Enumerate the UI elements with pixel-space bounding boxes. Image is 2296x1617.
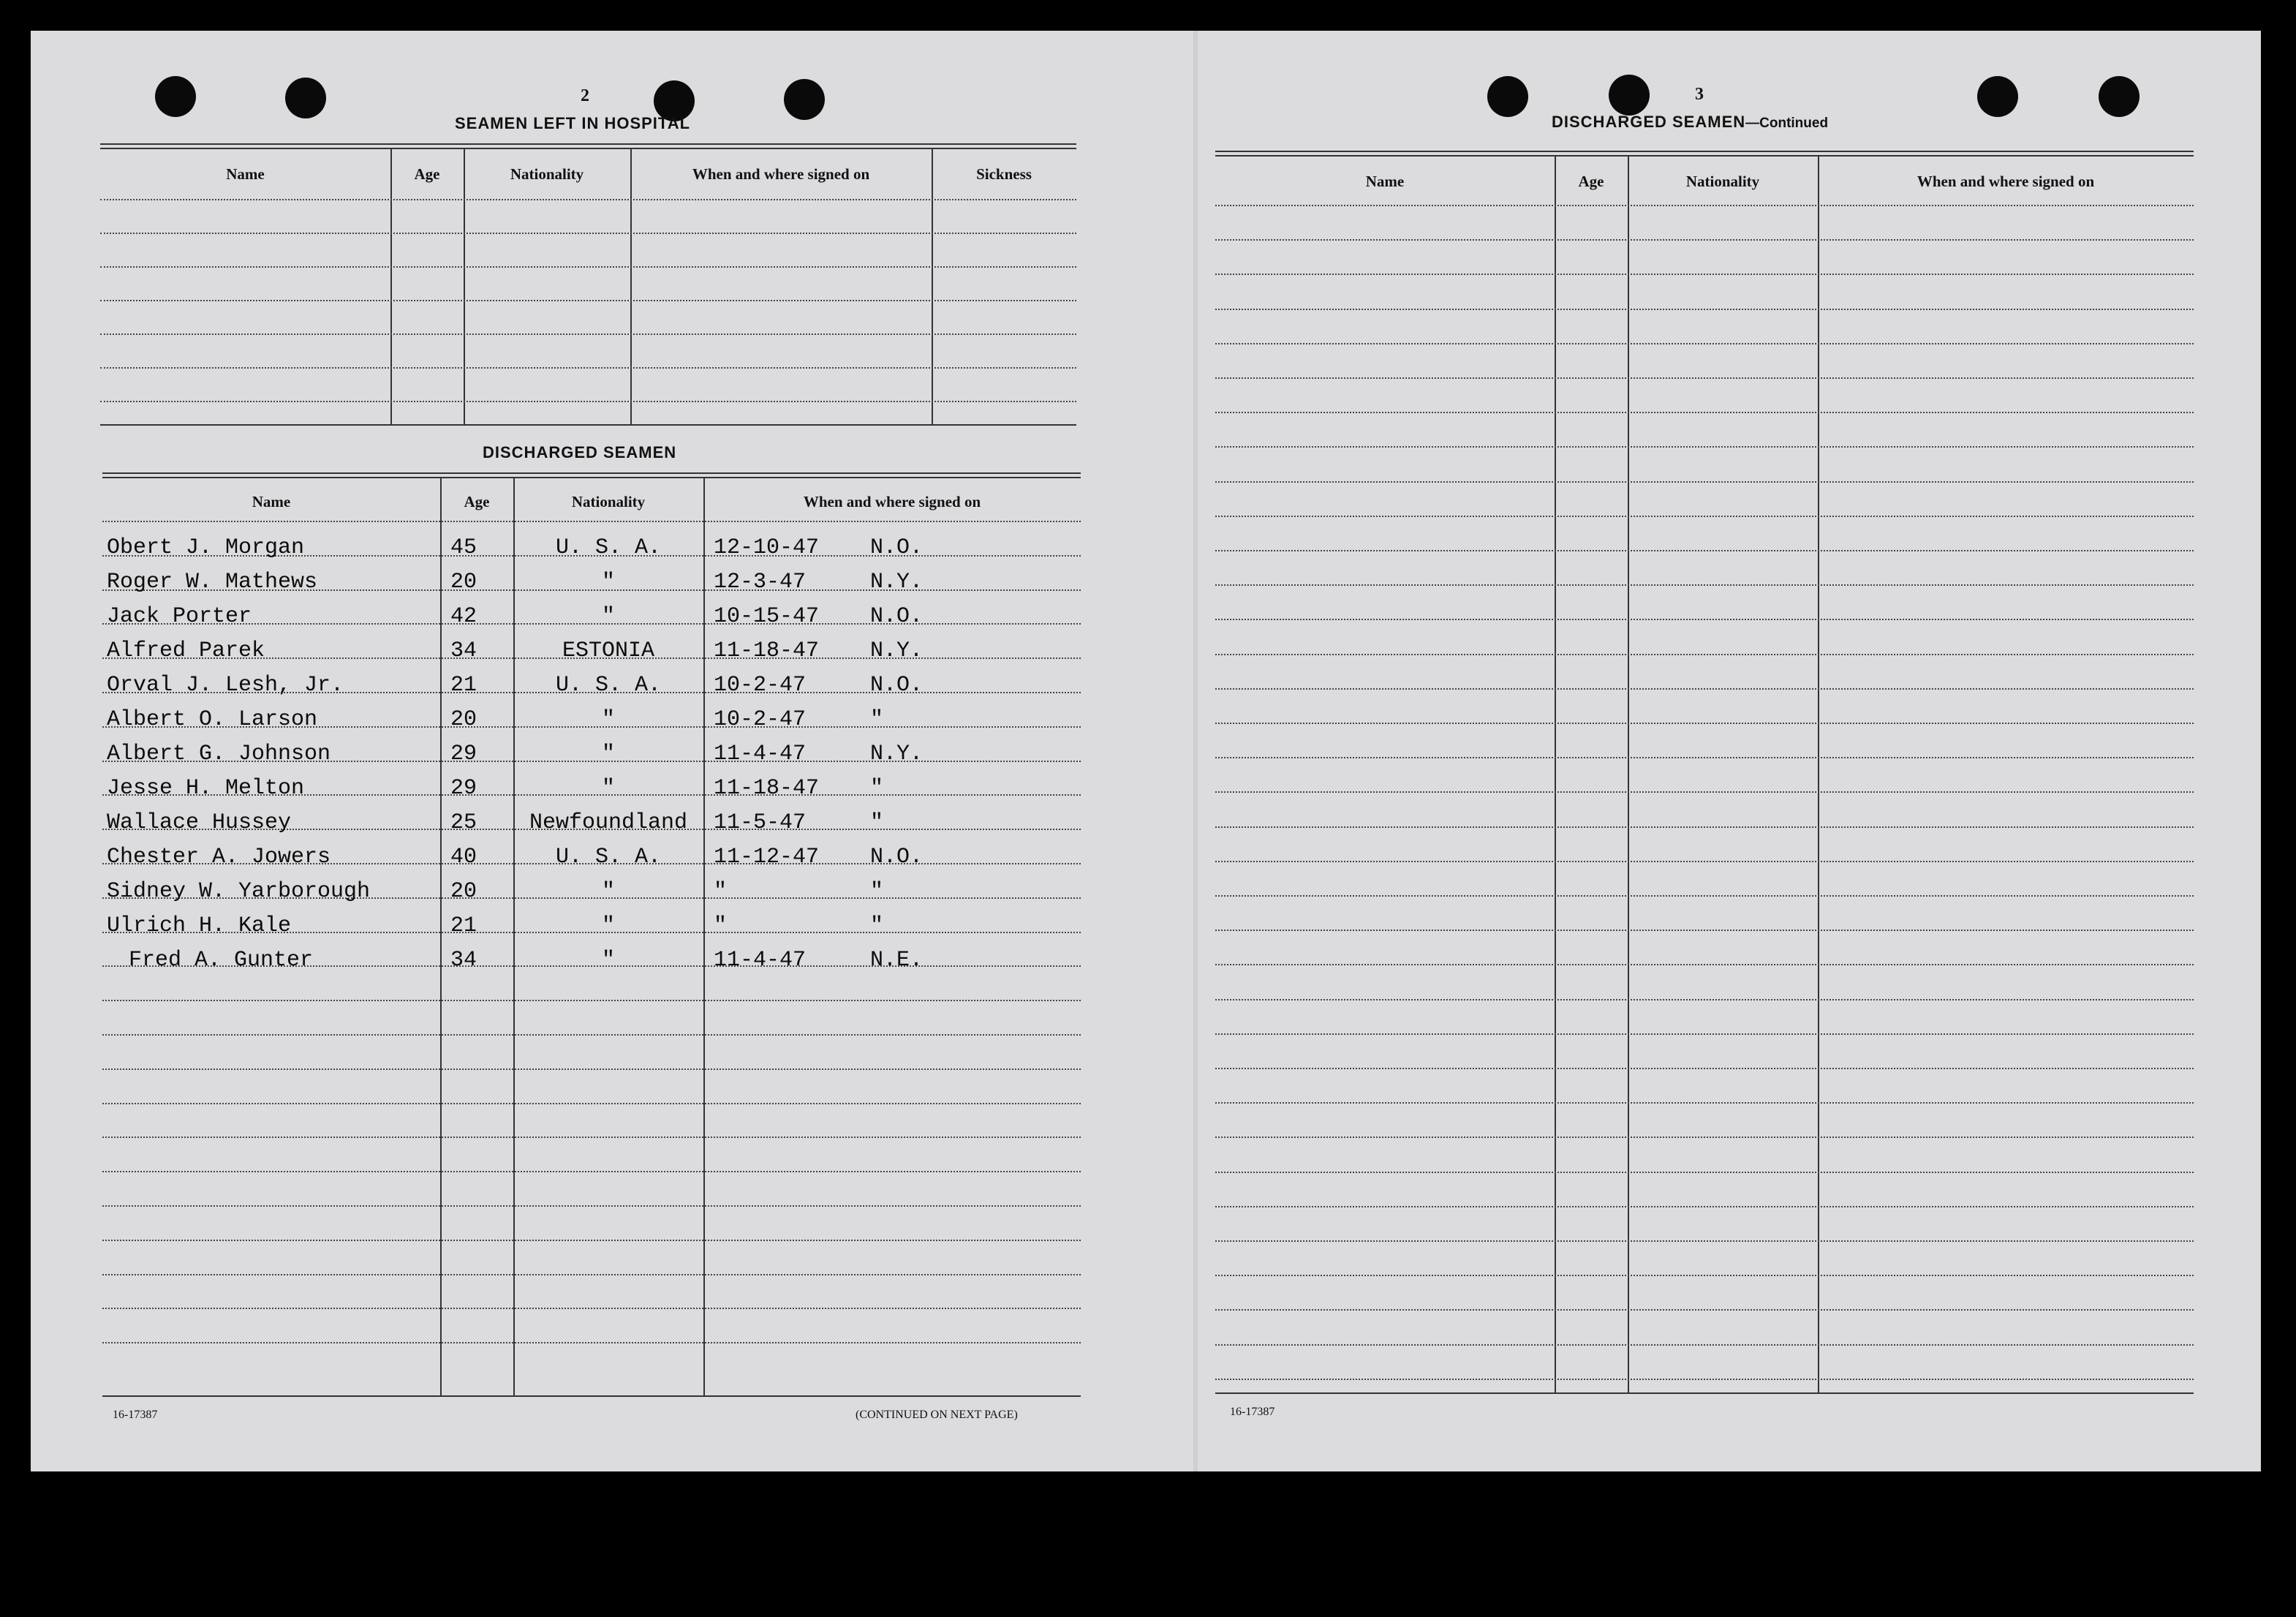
column-header: Name: [226, 165, 265, 183]
seaman-name: Fred A. Gunter: [129, 948, 314, 973]
seaman-name: Orval J. Lesh, Jr.: [107, 673, 344, 698]
continued-note: (CONTINUED ON NEXT PAGE): [856, 1409, 1018, 1421]
discharged-section-title: DISCHARGED SEAMEN: [483, 443, 677, 461]
column-divider: [932, 148, 933, 424]
signed-on-place: ": [870, 879, 884, 904]
table-top-rule: [102, 477, 1081, 478]
row-rule: [1215, 1240, 2194, 1242]
row-rule: [1215, 377, 2194, 379]
row-rule: [1215, 826, 2194, 828]
row-rule: [1215, 343, 2194, 344]
row-rule: [100, 199, 1076, 200]
row-rule: [1215, 861, 2194, 862]
seaman-age: 20: [450, 879, 477, 904]
page-fold: [1193, 31, 1198, 1471]
seaman-nationality: ": [601, 879, 615, 904]
signed-on-place: N.O.: [870, 845, 924, 870]
seaman-nationality: ESTONIA: [562, 638, 655, 663]
row-rule: [1215, 584, 2194, 586]
seaman-age: 34: [450, 638, 477, 663]
signed-on-date: 11-5-47: [714, 810, 807, 835]
row-rule: [102, 1240, 1081, 1241]
column-header: Nationality: [571, 493, 646, 510]
row-rule: [100, 233, 1076, 234]
signed-on-date: ": [714, 913, 728, 938]
seaman-name: Jack Porter: [107, 604, 252, 629]
seaman-age: 42: [450, 604, 477, 629]
right-title-main: DISCHARGED SEAMEN: [1552, 113, 1746, 131]
signed-on-place: ": [870, 810, 884, 835]
row-rule: [102, 1068, 1081, 1070]
signed-on-place: N.Y.: [870, 570, 924, 595]
seaman-nationality: Newfoundland: [529, 810, 688, 835]
signed-on-date: 11-12-47: [714, 845, 820, 870]
seaman-age: 45: [450, 535, 477, 560]
row-rule: [102, 1034, 1081, 1036]
row-rule: [1215, 1068, 2194, 1069]
column-header: Nationality: [1685, 173, 1760, 190]
right-title-suffix: —Continued: [1745, 116, 1829, 131]
seaman-age: 21: [450, 913, 477, 938]
seaman-name: Albert O. Larson: [107, 707, 318, 732]
seaman-name: Obert J. Morgan: [107, 535, 305, 560]
seaman-nationality: ": [601, 913, 615, 938]
row-rule: [1215, 481, 2194, 483]
row-rule: [100, 367, 1076, 369]
row-rule: [1215, 654, 2194, 655]
signed-on-place: N.Y.: [870, 638, 924, 663]
row-rule: [1215, 895, 2194, 897]
signed-on-date: ": [714, 879, 728, 904]
row-rule: [1215, 516, 2194, 517]
signed-on-date: 11-18-47: [714, 776, 820, 801]
punch-hole: [285, 78, 326, 118]
seaman-nationality: ": [601, 570, 615, 595]
right-section-title: [1552, 113, 1828, 132]
seaman-age: 20: [450, 707, 477, 732]
column-header: Nationality: [510, 165, 584, 183]
left-page-number: 2: [581, 86, 589, 105]
row-rule: [1215, 999, 2194, 1000]
seaman-name: Chester A. Jowers: [107, 845, 331, 870]
row-rule: [102, 1171, 1081, 1172]
row-rule: [1215, 550, 2194, 551]
row-rule: [1215, 1172, 2194, 1173]
row-rule: [102, 1274, 1081, 1275]
row-rule: [102, 1205, 1081, 1207]
table-top-rule: [100, 148, 1076, 149]
table-bottom-rule: [1215, 1392, 2194, 1394]
column-header: Name: [252, 493, 291, 510]
signed-on-date: 10-2-47: [714, 707, 807, 732]
seaman-age: 40: [450, 845, 477, 870]
seaman-nationality: U. S. A.: [555, 845, 662, 870]
seaman-name: Wallace Hussey: [107, 810, 292, 835]
column-header: Age: [414, 165, 440, 183]
table-bottom-rule: [102, 1395, 1081, 1397]
seaman-nationality: ": [601, 742, 615, 766]
seaman-age: 29: [450, 776, 477, 801]
row-rule: [1215, 723, 2194, 724]
row-rule: [1215, 619, 2194, 620]
row-rule: [102, 1103, 1081, 1104]
punch-hole: [1487, 76, 1528, 117]
row-rule: [1215, 757, 2194, 758]
seaman-nationality: ": [601, 604, 615, 629]
punch-hole: [784, 79, 825, 120]
row-rule: [1215, 309, 2194, 310]
row-rule: [1215, 930, 2194, 931]
row-rule: [1215, 1309, 2194, 1311]
punch-hole: [155, 76, 196, 117]
column-divider: [440, 477, 442, 1395]
row-rule: [102, 1137, 1081, 1138]
row-rule: [102, 521, 1081, 522]
column-divider: [630, 148, 632, 424]
seaman-nationality: U. S. A.: [555, 673, 662, 698]
signed-on-date: 11-4-47: [714, 742, 807, 766]
row-rule: [1215, 964, 2194, 965]
seaman-name: Ulrich H. Kale: [107, 913, 292, 938]
row-rule: [102, 1000, 1081, 1001]
signed-on-place: ": [870, 913, 884, 938]
seaman-nationality: ": [601, 948, 615, 973]
table-top-rule: [1215, 155, 2194, 157]
column-header: When and where signed on: [1917, 173, 2095, 190]
punch-hole: [2099, 76, 2140, 117]
seaman-name: Roger W. Mathews: [107, 570, 318, 595]
signed-on-place: N.Y.: [870, 742, 924, 766]
signed-on-date: 11-18-47: [714, 638, 820, 663]
seaman-age: 34: [450, 948, 477, 973]
row-rule: [100, 300, 1076, 301]
table-top-rule: [100, 143, 1076, 145]
signed-on-place: ": [870, 707, 884, 732]
row-rule: [1215, 205, 2194, 206]
column-header: When and where signed on: [803, 493, 981, 510]
hospital-section-title: SEAMEN LEFT IN HOSPITAL: [455, 114, 691, 132]
table-top-rule: [1215, 151, 2194, 152]
column-header: Sickness: [976, 165, 1032, 183]
column-header: Age: [1578, 173, 1604, 190]
signed-on-date: 10-2-47: [714, 673, 807, 698]
signed-on-date: 12-3-47: [714, 570, 807, 595]
right-page-number: 3: [1695, 85, 1704, 104]
row-rule: [1215, 1275, 2194, 1276]
column-header: Age: [464, 493, 490, 510]
row-rule: [1215, 1344, 2194, 1346]
seaman-age: 20: [450, 570, 477, 595]
row-rule: [1215, 1379, 2194, 1380]
row-rule: [1215, 1033, 2194, 1035]
row-rule: [1215, 412, 2194, 413]
signed-on-place: N.O.: [870, 673, 924, 698]
signed-on-date: 12-10-47: [714, 535, 820, 560]
seaman-age: 25: [450, 810, 477, 835]
signed-on-place: N.O.: [870, 604, 924, 629]
seaman-nationality: ": [601, 707, 615, 732]
signed-on-date: 11-4-47: [714, 948, 807, 973]
row-rule: [1215, 1206, 2194, 1207]
column-divider: [464, 148, 465, 424]
row-rule: [1215, 274, 2194, 275]
row-rule: [100, 266, 1076, 268]
seaman-name: Alfred Parek: [107, 638, 265, 663]
column-header: When and where signed on: [692, 165, 870, 183]
seaman-age: 29: [450, 742, 477, 766]
seaman-name: Sidney W. Yarborough: [107, 879, 371, 904]
row-rule: [102, 1308, 1081, 1309]
seaman-nationality: ": [601, 776, 615, 801]
column-header: Name: [1365, 173, 1405, 190]
row-rule: [100, 333, 1076, 335]
table-top-rule: [102, 472, 1081, 474]
signed-on-date: 10-15-47: [714, 604, 820, 629]
document-sheet: [31, 31, 2261, 1471]
row-rule: [1215, 446, 2194, 448]
row-rule: [1215, 1137, 2194, 1138]
seaman-name: Jesse H. Melton: [107, 776, 305, 801]
punch-hole: [1609, 75, 1650, 116]
row-rule: [1215, 1102, 2194, 1104]
row-rule: [1215, 239, 2194, 241]
column-divider: [390, 148, 392, 424]
row-rule: [1215, 688, 2194, 690]
signed-on-place: N.E.: [870, 948, 924, 973]
table-bottom-rule: [100, 424, 1076, 426]
row-rule: [1215, 791, 2194, 793]
punch-hole: [1977, 76, 2018, 117]
right-form-number: 16-17387: [1230, 1406, 1275, 1418]
seaman-name: Albert G. Johnson: [107, 742, 331, 766]
left-form-number: 16-17387: [113, 1409, 158, 1421]
row-rule: [100, 401, 1076, 402]
seaman-age: 21: [450, 673, 477, 698]
signed-on-place: ": [870, 776, 884, 801]
row-rule: [102, 1342, 1081, 1343]
seaman-nationality: U. S. A.: [555, 535, 662, 560]
signed-on-place: N.O.: [870, 535, 924, 560]
